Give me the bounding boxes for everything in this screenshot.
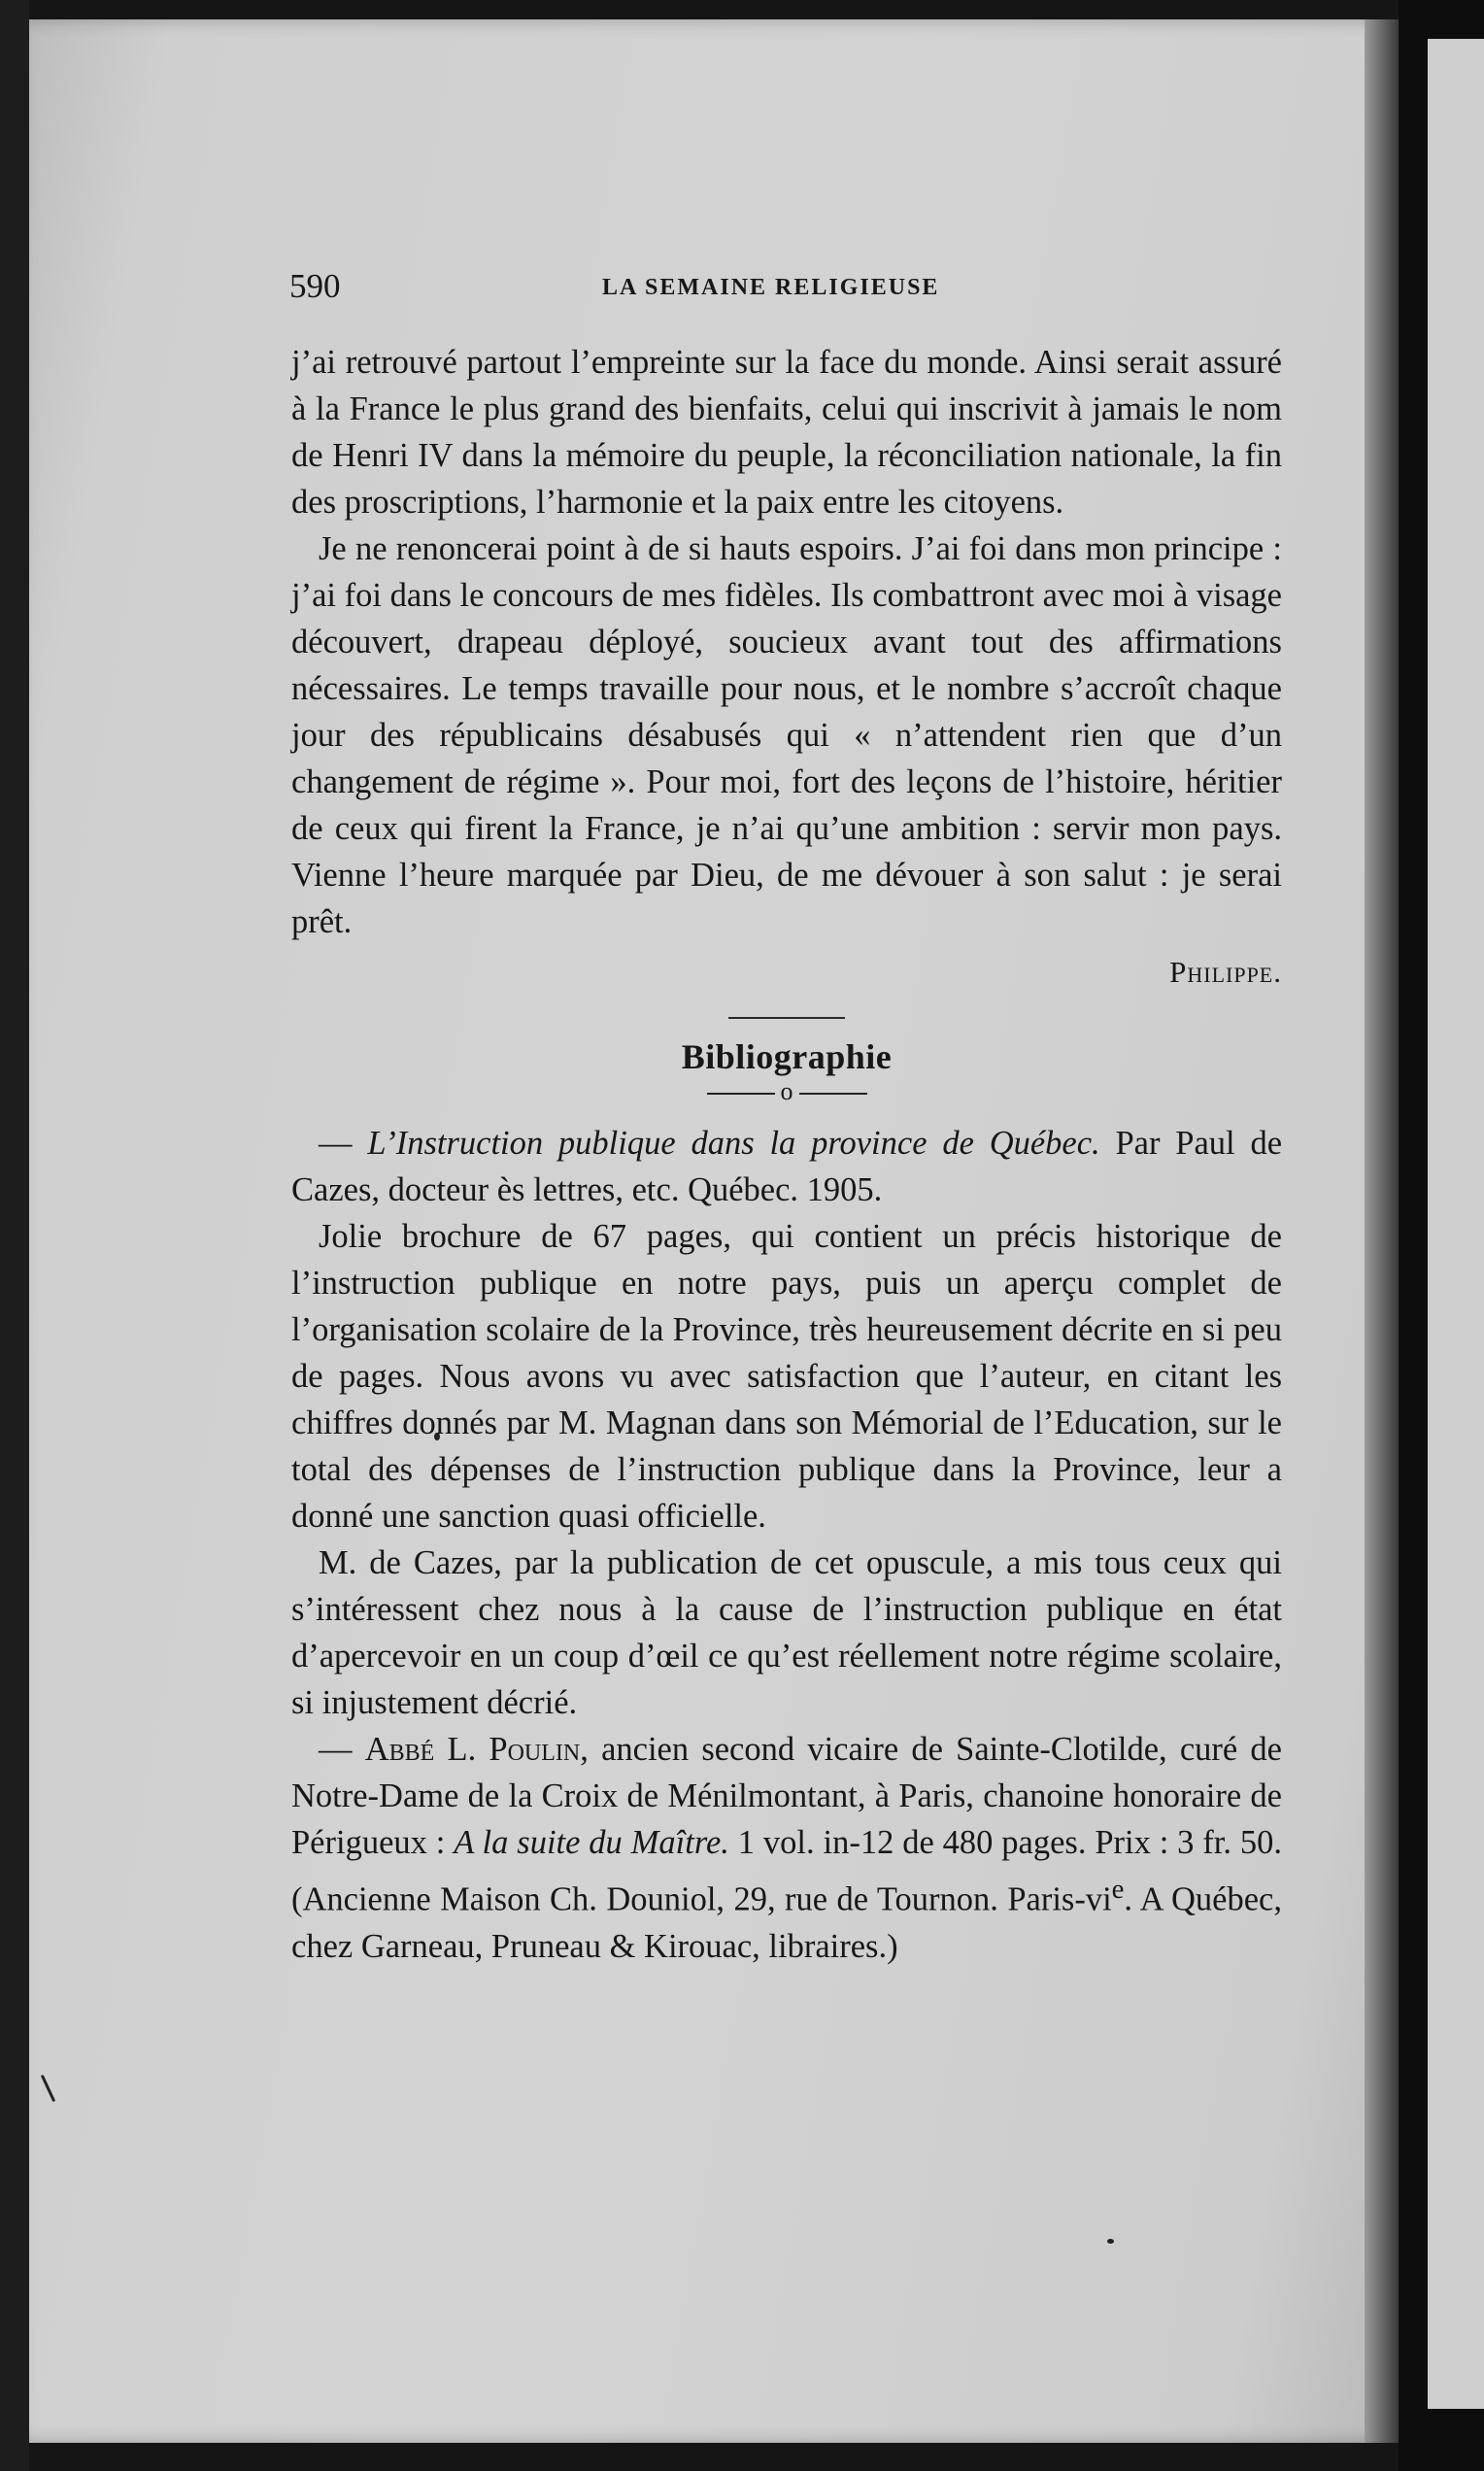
section-title: Bibliographie	[681, 1037, 893, 1076]
running-head: LA SEMAINE RELIGIEUSE	[602, 275, 940, 300]
entry-1-citation: Par Paul de Cazes, docteur ès lettres, etc. Québec. 1905.	[291, 1125, 1283, 1208]
page-number: 590	[289, 267, 341, 305]
page-fold-shadow	[1365, 19, 1399, 2443]
ornament-dash-left	[707, 1093, 775, 1095]
ornament-dash-right	[799, 1093, 867, 1095]
ornament-circle: o	[780, 1077, 793, 1105]
entry-2-details-end: . A Québec, chez Garneau, Pruneau & Kirouac, libraires.)	[291, 1880, 1282, 1965]
scan-speck	[1107, 2239, 1114, 2244]
entry-dash: —	[319, 1125, 368, 1162]
entry-1-title: L’Instruction publique dans la province de Québec.	[367, 1125, 1100, 1162]
page-header	[291, 267, 1282, 325]
entry-2-title: A la suite du Maître.	[454, 1824, 729, 1861]
bibliography-entry-2	[291, 1726, 1282, 1970]
entry-1-review-2: M. de Cazes, par la publication de cet opuscule, a mis tous ceux qui s’intéressent chez nous à la cause de l’instruction publique en état d’apercevoir en un coup d’œil ce qu’est réellement notre régime scolaire, si injustement décrié.	[291, 1544, 1282, 1721]
title-ornament	[291, 1077, 1282, 1106]
body-paragraph-1: j’ai retrouvé partout l’empreinte sur la face du monde. Ainsi serait assuré à la France le plus grand des bienfaits, celui qui inscrivit à jamais le nom de Henri IV dans la mémoire du peuple, la réconciliation nationale, la fin des proscriptions, l’harmonie et la paix entre les citoyens.	[291, 344, 1282, 521]
page-text	[291, 267, 1282, 1970]
entry-1-review-1: Jolie brochure de 67 pages, qui contient un précis historique de l’instruction publique en notre pays, puis un aperçu complet de l’organisation scolaire de la Province, très heureusement décrite en si peu de pages. Nous avons vu avec satisfaction que l’auteur, en citant les chiffres donnés par M. Magnan dans son Mémorial de l’Education, sur le total des dépenses de l’instruction publique dans la Province, leur a donné une sanction quasi officielle.	[291, 1218, 1282, 1535]
section-divider	[728, 1017, 845, 1019]
signature: Philippe.	[1169, 955, 1282, 989]
bibliography-entry-1	[291, 1120, 1282, 1213]
body-paragraph-2: Je ne renoncerai point à de si hauts espoirs. J’ai foi dans mon principe : j’ai foi dans le concours de mes fidèles. Ils combattront avec moi à visage découvert, drapeau déployé, soucieux avant tout des affirmations nécessaires. Le temps travaille pour nous, et le nombre s’accroît chaque jour des républicains désabusés qui « n’attendent rien que d’un changement de régime ». Pour moi, fort des leçons de l’histoire, héritier de ceux qui firent la France, je n’ai qu’une ambition : servir mon pays. Vienne l’heure marquée par Dieu, de me dévouer à son salut : je serai prêt.	[291, 530, 1282, 940]
entry-2-superscript: e	[1111, 1874, 1125, 1905]
entry-2-details: 1 vol. in-12 de 480 pages. Prix : 3 fr. 50. (Ancienne Maison Ch. Douniol, 29, rue de Tournon. Paris-vi	[291, 1824, 1282, 1918]
entry-2-author: Abbé L. Poulin	[364, 1731, 581, 1768]
scan-left-edge	[0, 0, 29, 2471]
entry-2-description: , ancien second vicaire de Sainte-Clotilde, curé de Notre-Dame de la Croix de Ménilmontant, à Paris, chanoine honoraire de Périgueux :	[291, 1731, 1282, 1861]
facing-page-sliver	[1428, 39, 1484, 2409]
entry-dash: —	[319, 1731, 365, 1768]
